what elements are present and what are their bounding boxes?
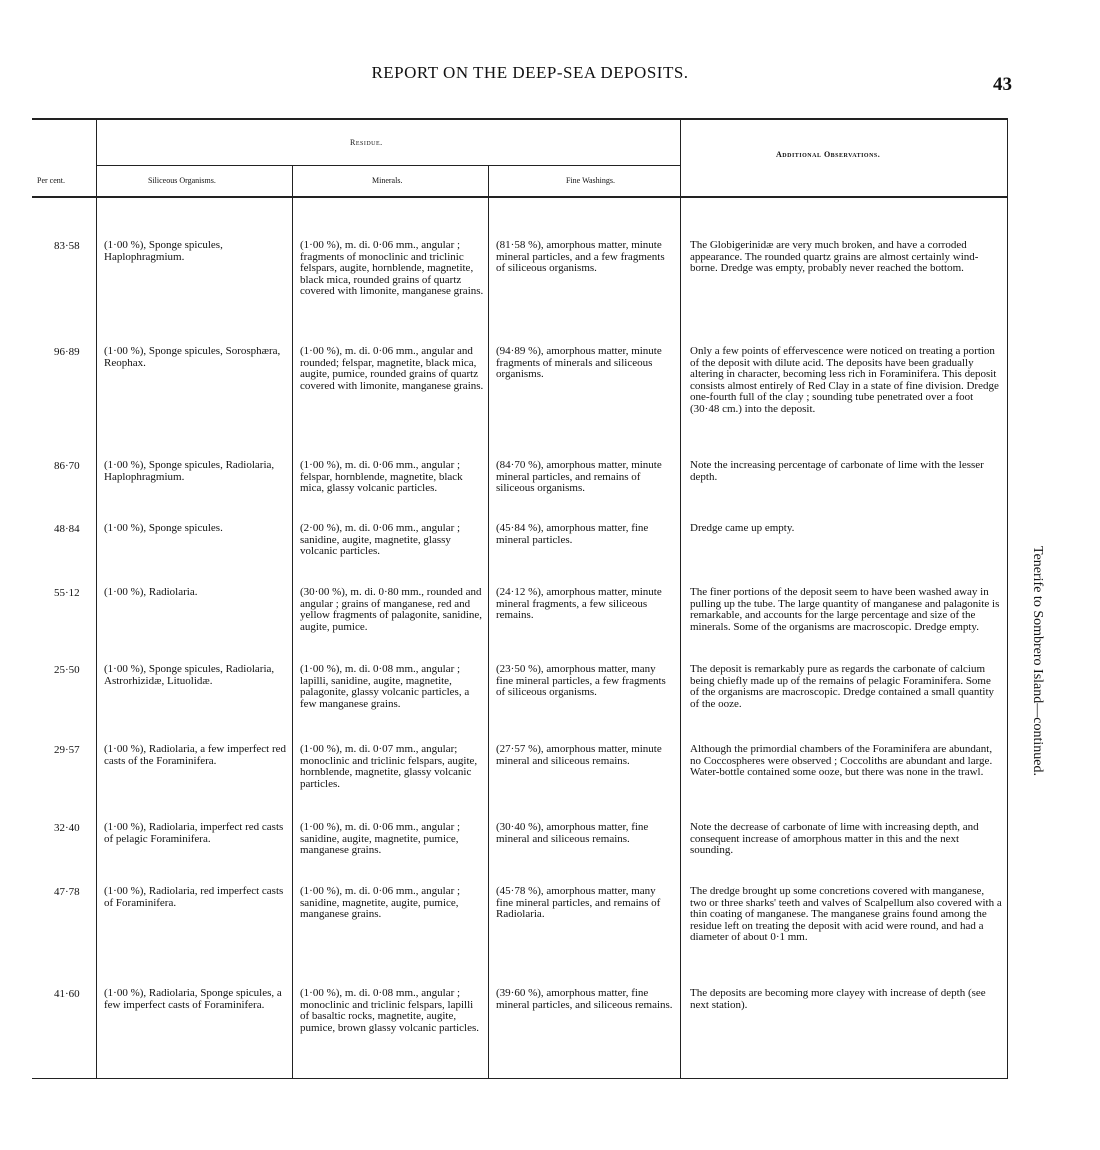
col-header-minerals: Minerals.: [372, 176, 403, 185]
residue-subrule: [96, 165, 680, 166]
minerals-cell: (1·00 %), m. di. 0·07 mm., angular; monoclinic and triclinic felspars, augite, hornblende, magnetite, glassy volcanic particles.: [300, 743, 478, 790]
percent-cell: 86·70: [54, 460, 80, 472]
observations-cell: Although the primordial chambers of the Foraminifera are abundant, no Coccospheres were observed ; Coccoliths are abundant and large. Water-bottle contained some ooze, but there was none in the trawl.: [690, 743, 993, 778]
siliceous-cell: (1·00 %), Radiolaria, a few imperfect red casts of the Foraminifera.: [104, 743, 287, 767]
observations-cell: The deposit is remarkably pure as regards the carbonate of calcium being chiefly made up of the remains of pelagic Foraminifera. Some of the organisms are macroscopic. Dredge contained a small quantity of the ooze.: [690, 663, 995, 710]
observations-cell: Note the increasing percentage of carbonate of lime with the lesser depth.: [690, 459, 984, 483]
washings-cell: (23·50 %), amorphous matter, many fine mineral particles, a few fragments of siliceous organisms.: [496, 663, 666, 698]
washings-cell: (30·40 %), amorphous matter, fine mineral and siliceous remains.: [496, 821, 649, 845]
minerals-cell: (1·00 %), m. di. 0·06 mm., angular ; fragments of monoclinic and triclinic felspars, augite, hornblende, magnetite, black mica, rounded grains of quartz covered with limonite, manganese grains.: [300, 239, 484, 297]
washings-cell: (81·58 %), amorphous matter, minute mineral particles, and a few fragments of siliceous organisms.: [496, 239, 665, 274]
percent-cell: 25·50: [54, 664, 80, 676]
washings-cell: (27·57 %), amorphous matter, minute mineral and siliceous remains.: [496, 743, 662, 767]
percent-cell: 41·60: [54, 988, 80, 1000]
observations-cell: Note the decrease of carbonate of lime with increasing depth, and consequent increase of amorphous matter in this and the next sounding.: [690, 821, 979, 856]
page-number: 43: [993, 74, 1012, 95]
washings-cell: (84·70 %), amorphous matter, minute mineral particles, and remains of siliceous organisms.: [496, 459, 662, 494]
header-rule: [32, 196, 1008, 198]
observations-cell: Only a few points of effervescence were noticed on treating a portion of the deposit with dilute acid. The deposits have been gradually altering in character, becoming less rich in Foraminifera. This deposit consists almost entirely of Red Clay in a state of fine division. Dredge one-fourth full of the clay ; sounding tube penetrated over a foot (30·48 cm.) into the deposit.: [690, 345, 999, 415]
col-divider-right: [1007, 119, 1008, 1078]
observations-cell: Dredge came up empty.: [690, 522, 795, 534]
side-caption: Tenerife to Sombrero Island—continued.: [1030, 546, 1045, 776]
top-rule: [32, 118, 1008, 120]
siliceous-cell: (1·00 %), Sponge spicules, Sorosphæra, Reophax.: [104, 345, 281, 369]
siliceous-cell: (1·00 %), Sponge spicules, Haplophragmium.: [104, 239, 223, 263]
minerals-cell: (30·00 %), m. di. 0·80 mm., rounded and angular ; grains of manganese, red and yellow fragments of palagonite, sanidine, augite, pumice.: [300, 586, 483, 633]
col-header-siliceous: Siliceous Organisms.: [148, 176, 216, 185]
residue-heading: Residue.: [350, 138, 383, 147]
washings-cell: (45·78 %), amorphous matter, many fine mineral particles, and remains of Radiolaria.: [496, 885, 661, 920]
observations-cell: The dredge brought up some concretions covered with manganese, two or three sharks' teeth and valves of Scalpellum also covered with a thin coating of manganese. The manganese grains found among the residue left on treating the deposit with acid were round, and had a diameter of about 0·1 mm.: [690, 885, 1002, 943]
col-divider-4: [680, 119, 681, 1078]
percent-cell: 83·58: [54, 240, 80, 252]
percent-cell: 96·89: [54, 346, 80, 358]
running-title: REPORT ON THE DEEP-SEA DEPOSITS.: [371, 63, 689, 82]
minerals-cell: (1·00 %), m. di. 0·08 mm., angular ; monoclinic and triclinic felspars, lapilli of basaltic rocks, magnetite, augite, pumice, brown glassy volcanic particles.: [300, 987, 480, 1034]
washings-cell: (24·12 %), amorphous matter, minute mineral fragments, a few siliceous remains.: [496, 586, 662, 621]
percent-cell: 47·78: [54, 886, 80, 898]
washings-cell: (94·89 %), amorphous matter, minute fragments of minerals and siliceous organisms.: [496, 345, 662, 380]
observations-cell: The Globigerinidæ are very much broken, and have a corroded appearance. The rounded quartz grains are almost certainly wind-borne. Dredge was empty, probably never reached the bottom.: [690, 239, 979, 274]
siliceous-cell: (1·00 %), Radiolaria.: [104, 586, 198, 598]
minerals-cell: (1·00 %), m. di. 0·06 mm., angular ; sanidine, magnetite, augite, pumice, manganese grains.: [300, 885, 461, 920]
minerals-cell: (1·00 %), m. di. 0·06 mm., angular ; felspar, hornblende, magnetite, black mica, glassy volcanic particles.: [300, 459, 463, 494]
percent-cell: 29·57: [54, 744, 80, 756]
side-caption-wrap: [1025, 546, 1045, 786]
minerals-cell: (1·00 %), m. di. 0·06 mm., angular and rounded; felspar, magnetite, black mica, augite, pumice, rounded grains of quartz covered with limonite, manganese grains.: [300, 345, 484, 392]
percent-cell: 55·12: [54, 587, 80, 599]
observations-heading: Additional Observations.: [776, 150, 881, 159]
col-header-washings: Fine Washings.: [566, 176, 615, 185]
siliceous-cell: (1·00 %), Sponge spicules, Radiolaria, Astrorhizidæ, Lituolidæ.: [104, 663, 275, 687]
col-divider-3: [488, 166, 489, 1078]
siliceous-cell: (1·00 %), Sponge spicules, Radiolaria, Haplophragmium.: [104, 459, 275, 483]
minerals-cell: (1·00 %), m. di. 0·06 mm., angular ; sanidine, augite, magnetite, pumice, manganese grains.: [300, 821, 461, 856]
siliceous-cell: (1·00 %), Radiolaria, red imperfect casts of Foraminifera.: [104, 885, 284, 909]
percent-cell: 48·84: [54, 523, 80, 535]
percent-cell: 32·40: [54, 822, 80, 834]
observations-cell: The finer portions of the deposit seem to have been washed away in pulling up the tube. The large quantity of manganese and palagonite is remarkable, and accounts for the large percentage and size of the minerals. Some of the organisms are macroscopic. Dredge empty.: [690, 586, 1000, 633]
minerals-cell: (2·00 %), m. di. 0·06 mm., angular ; sanidine, augite, magnetite, glassy volcanic particles.: [300, 522, 461, 557]
observations-cell: The deposits are becoming more clayey with increase of depth (see next station).: [690, 987, 986, 1011]
minerals-cell: (1·00 %), m. di. 0·08 mm., angular ; lapilli, sanidine, augite, magnetite, palagonite, glassy volcanic particles, a few manganese grains.: [300, 663, 470, 710]
bottom-rule: [32, 1078, 1008, 1079]
washings-cell: (39·60 %), amorphous matter, fine mineral particles, and siliceous remains.: [496, 987, 673, 1011]
washings-cell: (45·84 %), amorphous matter, fine mineral particles.: [496, 522, 649, 546]
siliceous-cell: (1·00 %), Sponge spicules.: [104, 522, 223, 534]
col-header-percent: Per cent.: [37, 176, 65, 185]
col-divider-1: [96, 119, 97, 1078]
siliceous-cell: (1·00 %), Radiolaria, imperfect red casts of pelagic Foraminifera.: [104, 821, 284, 845]
siliceous-cell: (1·00 %), Radiolaria, Sponge spicules, a few imperfect casts of Foraminifera.: [104, 987, 282, 1011]
col-divider-2: [292, 166, 293, 1078]
